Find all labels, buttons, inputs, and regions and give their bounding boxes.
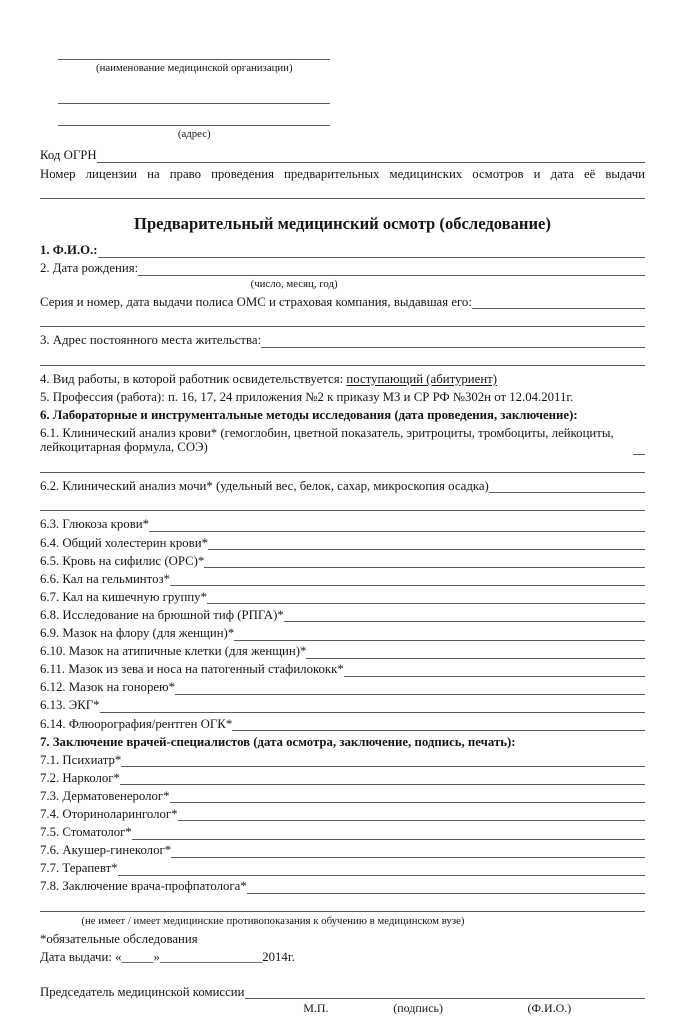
blank-line-6-11 [344, 663, 645, 677]
field-row-7-5 [40, 825, 645, 840]
field-label-7-1: 7.1. Психиатр* [40, 752, 122, 767]
field-label-7-5: 7.5. Стоматолог* [40, 825, 132, 840]
home-address-row [40, 333, 645, 348]
blank-line-6-8 [284, 608, 645, 622]
field-label-7-2: 7.2. Нарколог* [40, 770, 120, 785]
field-row-6-7 [40, 590, 645, 605]
field-row-7-3 [40, 789, 645, 804]
lab-section-heading: 6. Лабораторные и инструментальные методы исследования (дата проведения, заключение): [40, 407, 578, 422]
field-label-6-2: 6.2. Клинический анализ мочи* (удельный вес, белок, сахар, микроскопия осадка) [40, 478, 489, 493]
profession-row: 5. Профессия (работа): п. 16, 17, 24 приложения №2 к приказу МЗ и СР РФ №302н от 12.04.2011г. [40, 389, 574, 404]
fio-caption: (Ф.И.О.) [527, 1001, 572, 1016]
continuation-line-6-2 [40, 501, 645, 511]
field-label-6-12: 6.12. Мазок на гонорею* [40, 680, 175, 695]
oms-row [40, 295, 645, 310]
field-label-7-3: 7.3. Дерматовенеролог* [40, 788, 170, 803]
field-row-6-14 [40, 717, 645, 732]
blank-line-7-2 [120, 771, 645, 785]
field-label-6-7: 6.7. Кал на кишечную группу* [40, 589, 207, 604]
home-address-continuation-line [40, 356, 645, 366]
address-line [58, 112, 330, 126]
field-row-6-13 [40, 698, 645, 713]
work-type-row [40, 372, 645, 387]
field-row-6-5 [40, 554, 645, 569]
blank-line-6-13 [100, 699, 645, 713]
field-label-7-6: 7.6. Акушер-гинеколог* [40, 843, 172, 858]
birthdate-row [40, 261, 645, 276]
birthdate-label: 2. Дата рождения: [40, 261, 139, 276]
org-name-line [58, 46, 330, 60]
org-name-caption: (наименование медицинской организации) [95, 62, 293, 74]
blank-line-6-14 [232, 717, 645, 731]
home-address-label: 3. Адрес постоянного места жительства: [40, 333, 262, 348]
field-label-6-1: 6.1. Клинический анализ крови* (гемоглобин, цветной показатель, эритроциты, тромбоциты, лейкоциты, лейкоцитарная формула, СОЭ) [40, 425, 614, 455]
signature-captions-row [40, 1001, 645, 1017]
conclusion-caption: (не имеет / имеет медицинские противопоказания к обучению в медицинском вузе) [81, 914, 465, 927]
oms-label: Серия и номер, дата выдачи полиса ОМС и страховая компания, выдавшая его: [40, 294, 472, 309]
license-blank-line [40, 189, 645, 199]
field-label-6-6: 6.6. Кал на гельминтоз* [40, 571, 170, 586]
blank-line-6-4 [208, 536, 645, 550]
field-row-6-6 [40, 572, 645, 587]
blank-line-6-9 [234, 627, 645, 641]
fio-label: 1. Ф.И.О.: [40, 243, 98, 257]
work-type-label: 4. Вид работы, в которой работник освидетельствуется: [40, 371, 344, 386]
field-label-6-3: 6.3. Глюкоза крови* [40, 517, 149, 532]
home-address-blank-line [261, 334, 645, 348]
field-label-6-8: 6.8. Исследование на брюшной тиф (РПГА)* [40, 607, 284, 622]
blank-line-7-4 [178, 807, 645, 821]
stamp-place-label: М.П. [303, 1001, 329, 1016]
blank-line-6-12 [175, 681, 645, 695]
blank-line-6-6 [170, 572, 645, 586]
oms-continuation-line [40, 317, 645, 327]
field-label-6-5: 6.5. Кровь на сифилис (ОРС)* [40, 553, 205, 568]
birthdate-caption: (число, месяц, год) [250, 277, 338, 290]
field-label-6-11: 6.11. Мазок из зева и носа на патогенный стафилококк* [40, 662, 344, 677]
ogrn-row [40, 148, 645, 163]
ogrn-blank-line [97, 149, 645, 163]
field-row-6-8 [40, 608, 645, 623]
blank-line-6-7 [207, 590, 645, 604]
field-row-7-1 [40, 753, 645, 768]
blank-line-6-2 [489, 479, 645, 493]
field-row-7-8 [40, 879, 645, 894]
blank-line-7-7 [118, 862, 645, 876]
blank-line-6-10 [306, 645, 645, 659]
conclusion-continuation-line [40, 902, 645, 912]
org-name-line-2 [58, 90, 330, 104]
fio-row [40, 243, 645, 258]
field-label-7-4: 7.4. Оториноларинголог* [40, 806, 178, 821]
field-label-6-13: 6.13. ЭКГ* [40, 698, 100, 713]
form-title: Предварительный медицинский осмотр (обследование) [134, 214, 551, 233]
field-row-6-2 [40, 479, 645, 494]
work-type-value: поступающий (абитуриент) [346, 371, 498, 386]
field-label-7-7: 7.7. Терапевт* [40, 861, 118, 876]
field-row-6-1 [40, 426, 645, 455]
field-row-6-12 [40, 680, 645, 695]
signature-caption: (подпись) [393, 1001, 444, 1016]
specialists-section-heading: 7. Заключение врачей-специалистов (дата осмотра, заключение, подпись, печать): [40, 734, 516, 749]
field-label-7-8: 7.8. Заключение врача-профпатолога* [40, 879, 247, 894]
oms-blank-line [472, 295, 645, 309]
field-label-6-10: 6.10. Мазок на атипичные клетки (для женщин)* [40, 644, 307, 659]
field-row-7-6 [40, 843, 645, 858]
blank-line-7-8 [247, 880, 645, 894]
field-row-6-9 [40, 626, 645, 641]
field-row-6-10 [40, 644, 645, 659]
field-row-6-3 [40, 517, 645, 532]
birthdate-blank-line [138, 262, 645, 276]
continuation-line-6-1 [40, 463, 645, 473]
issue-date-row: Дата выдачи: «_____»________________2014г. [40, 950, 295, 965]
blank-line-7-6 [171, 844, 645, 858]
mandatory-note: *обязательные обследования [40, 932, 198, 947]
field-row-6-4 [40, 536, 645, 551]
field-row-7-2 [40, 771, 645, 786]
field-row-7-7 [40, 861, 645, 876]
blank-line-7-1 [121, 753, 645, 767]
chairman-row [40, 985, 645, 1000]
field-row-6-11 [40, 662, 645, 677]
blank-line-6-5 [204, 554, 645, 568]
chairman-blank-line [245, 985, 646, 999]
ogrn-label: Код ОГРН [40, 148, 97, 162]
blank-line-6-1 [633, 441, 645, 455]
blank-line-7-5 [132, 826, 645, 840]
field-row-7-4 [40, 807, 645, 822]
field-label-6-9: 6.9. Мазок на флору (для женщин)* [40, 626, 235, 641]
field-label-6-14: 6.14. Флюорография/рентген ОГК* [40, 716, 233, 731]
field-label-6-4: 6.4. Общий холестерин крови* [40, 535, 208, 550]
blank-line-7-3 [170, 789, 645, 803]
license-text: Номер лицензии на право проведения предварительных медицинских осмотров и дата её выдачи [40, 166, 645, 181]
fio-blank-line [98, 244, 645, 258]
address-caption: (адрес) [177, 127, 211, 140]
blank-line-6-3 [149, 518, 645, 532]
chairman-label: Председатель медицинской комиссии [40, 984, 245, 999]
